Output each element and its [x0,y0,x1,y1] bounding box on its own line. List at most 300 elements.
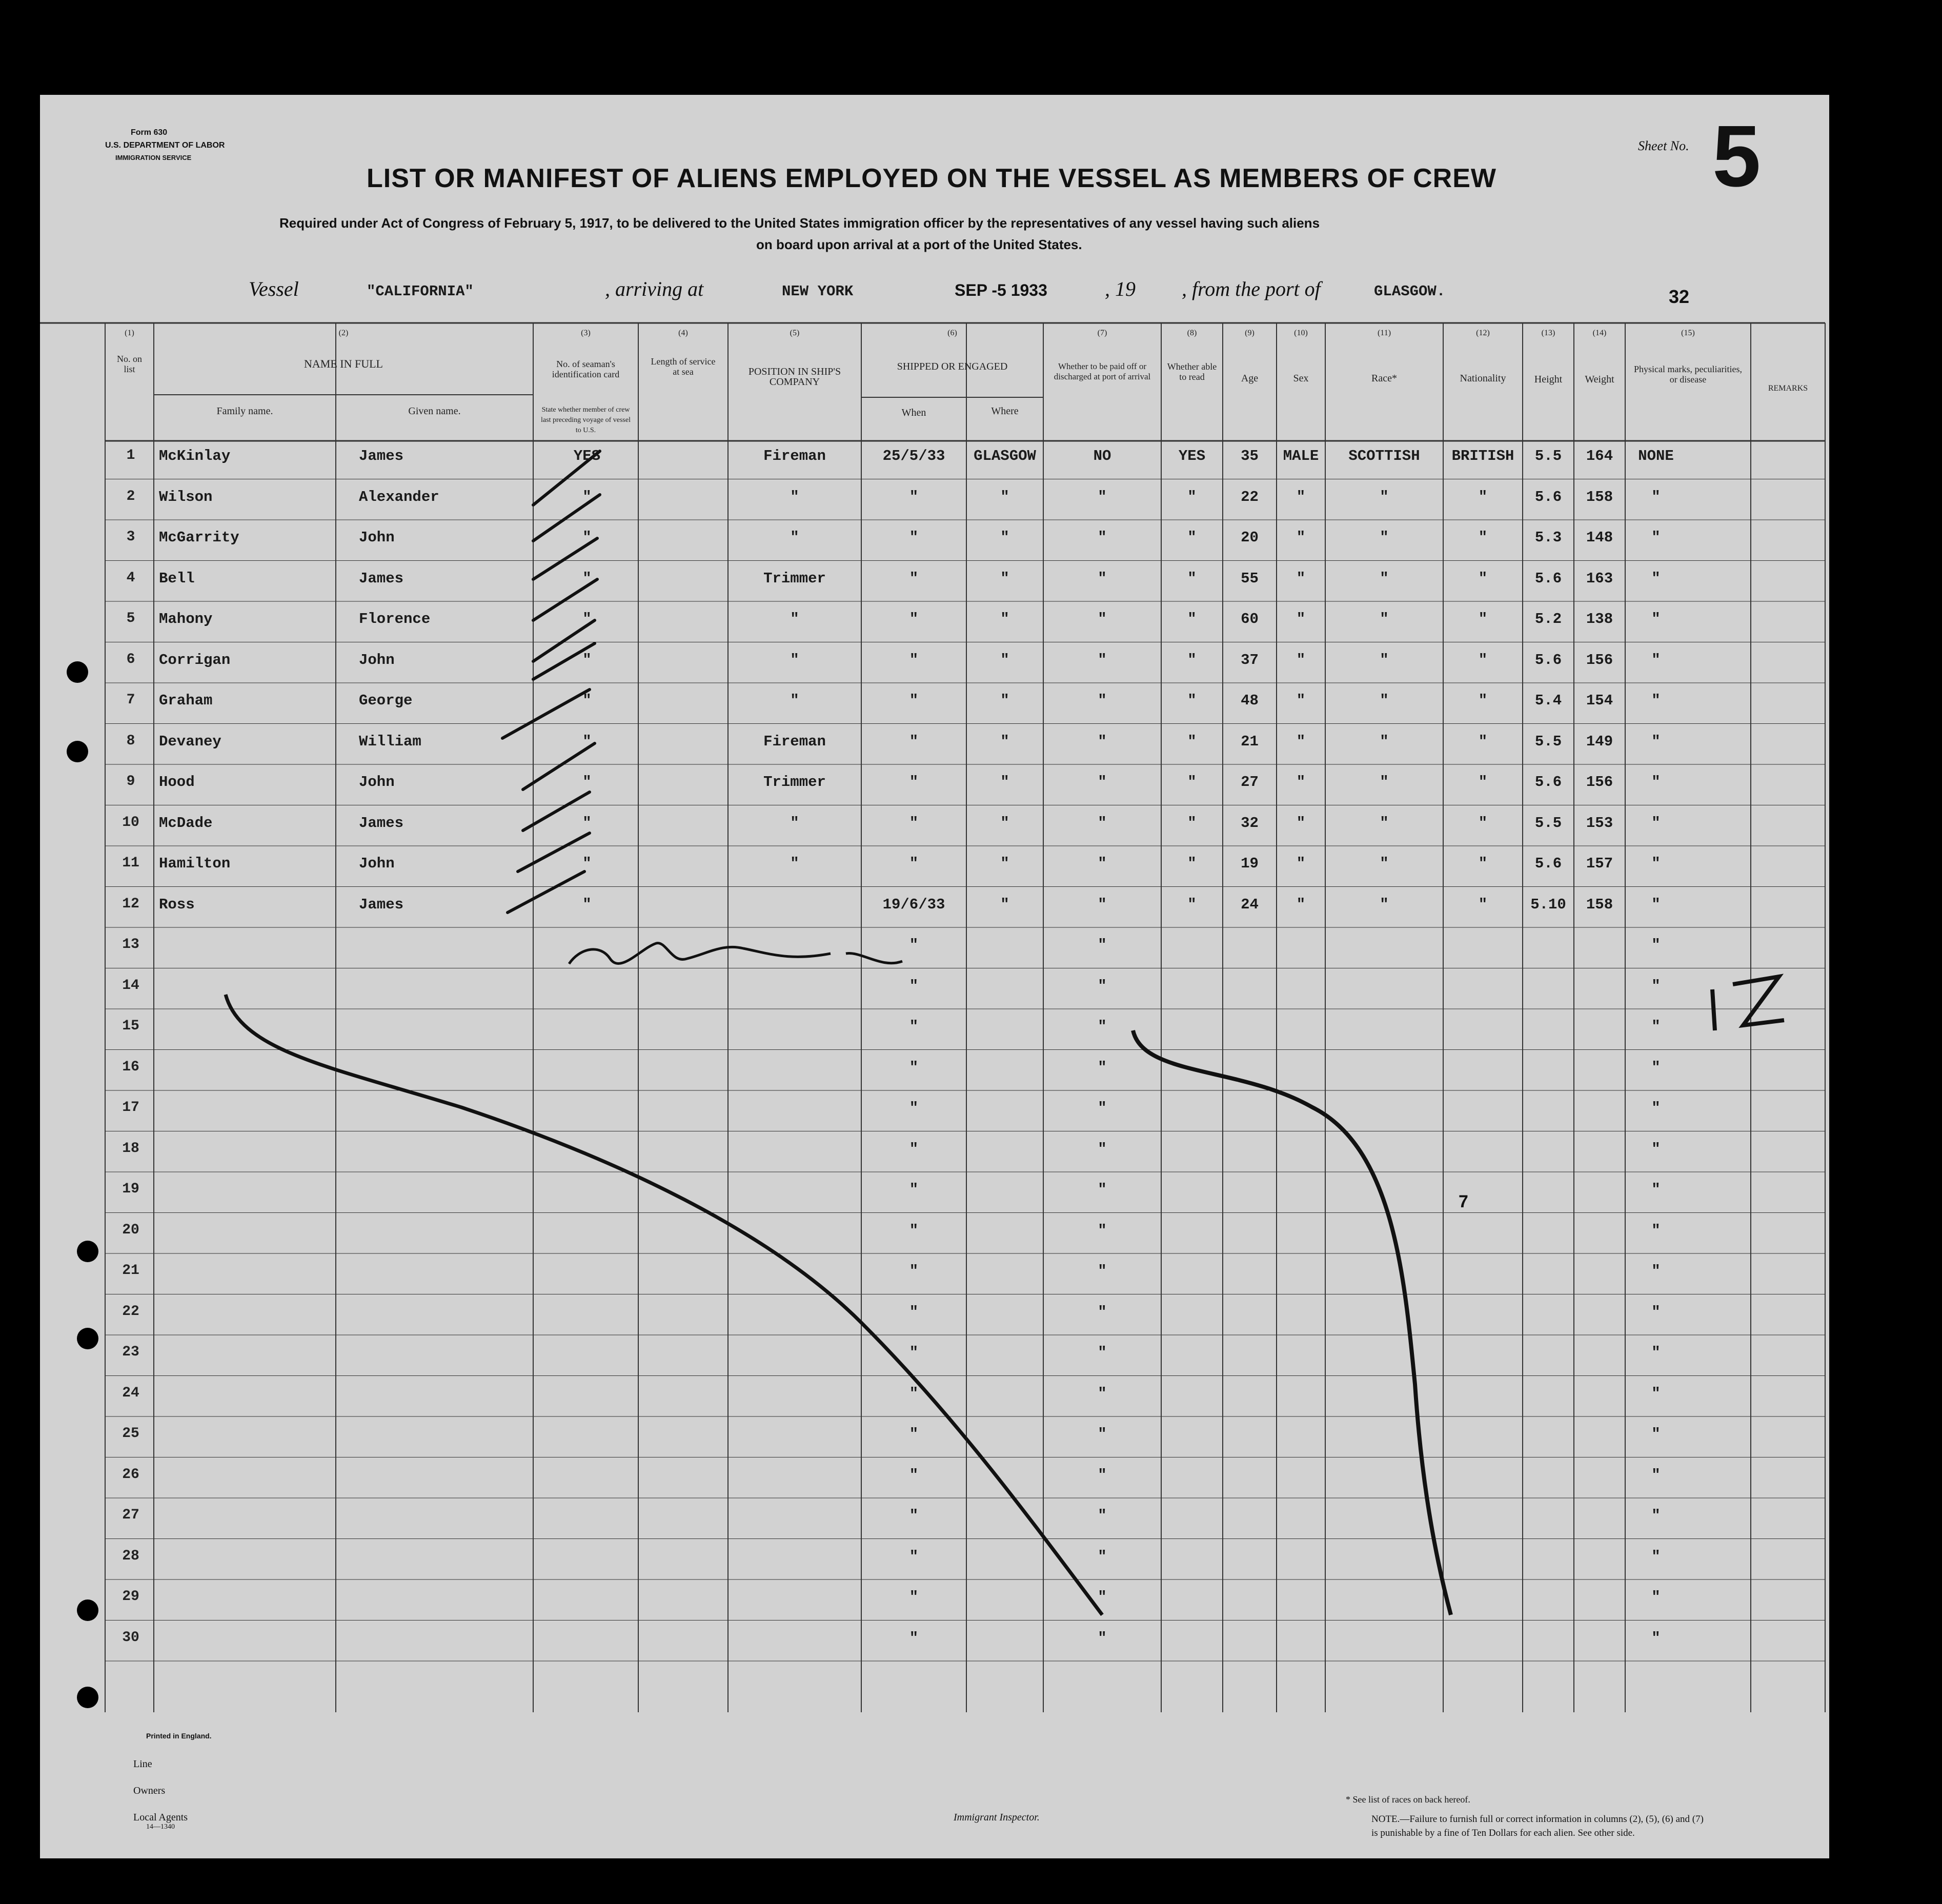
punch-hole [77,1328,98,1349]
shipped-when-ditto: " [909,1018,919,1035]
age-cell: 20 [1241,529,1259,546]
paid-off-ditto: " [1098,1059,1107,1076]
physical-marks-ditto: " [1651,1629,1661,1647]
race-cell: " [1380,855,1389,872]
position-cell: Trimmer [763,774,826,791]
age-cell: 48 [1241,692,1259,709]
sex-cell: " [1296,733,1306,750]
row-number: 17 [122,1100,139,1116]
given-name-cell: James [359,570,404,587]
col6-num: (6) [947,329,957,337]
shipped-when-ditto: " [909,977,919,995]
paid-off-cell: " [1098,814,1107,832]
family-name-cell: Graham [159,692,213,709]
given-name-cell: John [359,529,395,546]
physical-marks-ditto: " [1651,1589,1661,1606]
identification-card-cell: " [582,814,592,832]
identification-card-cell: " [582,611,592,627]
col14-num: (14) [1592,329,1607,337]
col9-label: Age [1241,373,1259,384]
nationality-cell: " [1478,488,1488,505]
nationality-cell: " [1478,855,1488,872]
paid-off-ditto: " [1098,937,1107,954]
identification-card-cell: " [582,529,592,546]
page-count: 32 [1669,286,1690,307]
physical-marks-cell: " [1651,774,1661,791]
identification-card-cell: " [582,896,592,913]
sex-cell: " [1296,814,1306,832]
shipped-where-cell: " [1000,733,1009,750]
row-number: 22 [122,1303,139,1320]
nationality-cell: " [1478,896,1488,913]
physical-marks-cell: " [1651,611,1661,627]
sex-cell: " [1296,855,1306,872]
col2-label: NAME IN FULL [304,357,383,370]
row-number: 15 [122,1018,139,1034]
position-cell: " [790,651,799,669]
stray-mark: 7 [1459,1192,1468,1211]
family-name-cell: McDade [159,814,213,832]
shipped-when-cell: 19/6/33 [882,896,945,913]
subtitle-line2: on board upon arrival at a port of the United States. [756,237,1082,252]
family-name-cell: Bell [159,570,195,587]
physical-marks-cell: " [1651,896,1661,913]
shipped-where-cell: " [1000,570,1009,587]
given-name-cell: John [359,774,395,791]
row-number: 11 [122,855,139,871]
agents-code: 14—1340 [146,1823,175,1831]
physical-marks-ditto: " [1651,1385,1661,1402]
shipped-when-ditto: " [909,1466,919,1484]
row-number: 3 [126,529,135,545]
given-name-cell: John [359,651,395,669]
position-cell: " [790,855,799,872]
col14-label: Weight [1585,374,1614,385]
physical-marks-ditto: " [1651,1222,1661,1239]
shipped-when-ditto: " [909,1629,919,1647]
age-cell: 21 [1241,733,1259,750]
row-number: 8 [126,733,135,749]
row-number: 20 [122,1222,139,1238]
weight-cell: 158 [1586,896,1613,913]
row-number: 24 [122,1385,139,1401]
able-to-read-cell: " [1187,774,1197,791]
weight-cell: 158 [1586,488,1613,505]
height-cell: 5.6 [1534,488,1562,505]
physical-marks-cell: " [1651,733,1661,750]
identification-card-cell: " [582,651,592,669]
shipped-when-ditto: " [909,1589,919,1606]
able-to-read-cell: " [1187,733,1197,750]
row-number: 25 [122,1426,139,1442]
nationality-cell: " [1478,611,1488,627]
race-cell: " [1380,651,1389,669]
row-number: 12 [122,896,139,912]
col11-num: (11) [1377,329,1391,337]
col13-num: (13) [1541,329,1555,337]
able-to-read-cell: " [1187,692,1197,709]
paid-off-cell: " [1098,855,1107,872]
family-name-cell: McGarrity [159,529,239,546]
shipped-when-cell: " [909,814,919,832]
col1-num: (1) [125,329,134,337]
race-cell: " [1380,896,1389,913]
paid-off-cell: " [1098,774,1107,791]
year-label: , 19 [1105,277,1136,300]
shipped-when-cell: " [909,692,919,709]
col5-label: POSITION IN SHIP'S COMPANY [748,366,841,388]
shipped-when-ditto: " [909,1385,919,1402]
shipped-when-ditto: " [909,1263,919,1280]
sex-cell: " [1296,570,1306,587]
paid-off-cell: " [1098,611,1107,627]
shipped-where-cell: GLASGOW [974,448,1036,464]
given-name-cell: James [359,448,404,464]
height-cell: 5.6 [1534,774,1562,791]
agents-label: Local Agents [133,1812,188,1823]
row-number: 18 [122,1140,139,1157]
col6-when-label: When [901,407,926,418]
col6-where-label: Where [991,406,1019,417]
physical-marks-ditto: " [1651,1548,1661,1565]
height-cell: 5.3 [1534,529,1562,546]
physical-marks-cell: " [1651,855,1661,872]
paid-off-ditto: " [1098,1222,1107,1239]
paid-off-cell: " [1098,733,1107,750]
position-cell: " [790,488,799,505]
sheet-number: 5 [1712,108,1761,205]
row-number: 5 [126,611,135,626]
physical-marks-ditto: " [1651,937,1661,954]
paid-off-ditto: " [1098,1629,1107,1647]
col10-label: Sex [1293,373,1309,384]
owners-label: Owners [133,1785,166,1796]
nationality-cell: BRITISH [1451,448,1514,464]
height-cell: 5.5 [1534,448,1562,464]
height-cell: 5.10 [1530,896,1566,913]
col3-note: State whether member of crew last preceding voyage of vessel to U.S. [541,406,631,434]
weight-cell: 156 [1586,651,1613,669]
col1-label: No. on list [117,354,142,374]
col7-label: Whether to be paid off or discharged at port of arrival [1054,361,1151,381]
race-cell: " [1380,488,1389,505]
family-name-cell: Ross [159,896,195,913]
service: IMMIGRATION SERVICE [115,154,192,161]
shipped-where-cell: " [1000,896,1009,913]
identification-card-cell: " [582,488,592,505]
physical-marks-cell: " [1651,651,1661,669]
family-name-cell: McKinlay [159,448,231,464]
races-note: * See list of races on back hereof. [1346,1794,1470,1805]
physical-marks-cell: NONE [1638,448,1674,464]
physical-marks-ditto: " [1651,1059,1661,1076]
able-to-read-cell: " [1187,570,1197,587]
shipped-where-cell: " [1000,488,1009,505]
paid-off-ditto: " [1098,1181,1107,1198]
vessel-label: Vessel [249,277,299,300]
paid-off-ditto: " [1098,1548,1107,1565]
col12-label: Nationality [1460,373,1506,384]
physical-marks-cell: " [1651,529,1661,546]
shipped-where-cell: " [1000,774,1009,791]
row-number: 26 [122,1466,139,1483]
paid-off-cell: " [1098,896,1107,913]
given-name-cell: John [359,855,395,872]
col8-label: Whether able to read [1167,361,1217,382]
physical-marks-ditto: " [1651,1018,1661,1035]
able-to-read-cell: " [1187,814,1197,832]
inspector-label: Immigrant Inspector. [954,1812,1040,1823]
given-name-cell: Alexander [359,488,439,505]
row-number: 29 [122,1589,139,1605]
row-number: 16 [122,1059,139,1075]
row-number: 23 [122,1344,139,1360]
paid-off-ditto: " [1098,977,1107,995]
shipped-where-cell: " [1000,692,1009,709]
shipped-where-cell: " [1000,611,1009,627]
position-cell: Trimmer [763,570,826,587]
arrival-port: NEW YORK [782,283,854,300]
shipped-when-ditto: " [909,1222,919,1239]
weight-cell: 153 [1586,814,1613,832]
paid-off-ditto: " [1098,1100,1107,1117]
identification-card-cell: " [582,570,592,587]
identification-card-cell: " [582,774,592,791]
row-number: 1 [126,448,135,463]
family-name-cell: Hamilton [159,855,231,872]
row-number: 4 [126,570,135,586]
shipped-when-cell: " [909,611,919,627]
position-cell: " [790,529,799,546]
sex-cell: " [1296,692,1306,709]
weight-cell: 163 [1586,570,1613,587]
shipped-when-cell: " [909,570,919,587]
position-cell: " [790,814,799,832]
sheet-label: Sheet No. [1638,138,1689,153]
shipped-where-cell: " [1000,814,1009,832]
able-to-read-cell: " [1187,488,1197,505]
nationality-cell: " [1478,651,1488,669]
col5-num: (5) [790,329,800,337]
physical-marks-ditto: " [1651,1507,1661,1524]
age-cell: 32 [1241,814,1259,832]
row-number: 7 [126,692,135,708]
physical-marks-cell: " [1651,814,1661,832]
sex-cell: " [1296,774,1306,791]
col10-num: (10) [1294,329,1308,337]
row-number: 14 [122,977,139,994]
paid-off-cell: NO [1093,448,1111,464]
shipped-when-ditto: " [909,937,919,954]
height-cell: 5.4 [1534,692,1562,709]
department: U.S. DEPARTMENT OF LABOR [105,141,225,150]
col2-given-label: Given name. [408,406,461,417]
paid-off-ditto: " [1098,1507,1107,1524]
age-cell: 19 [1241,855,1259,872]
race-cell: " [1380,529,1389,546]
subtitle-line1: Required under Act of Congress of February 5, 1917, to be delivered to the United States immigration officer by the representatives of any vessel having such aliens [279,215,1320,231]
shipped-when-cell: 25/5/33 [882,448,945,464]
punch-hole [67,661,88,683]
age-cell: 55 [1241,570,1259,587]
physical-marks-ditto: " [1651,977,1661,995]
line-label: Line [133,1758,152,1770]
shipped-when-ditto: " [909,1344,919,1361]
paid-off-ditto: " [1098,1589,1107,1606]
given-name-cell: James [359,814,404,832]
shipped-when-cell: " [909,651,919,669]
col3-label: No. of seaman's identification card [552,359,620,379]
able-to-read-cell: " [1187,651,1197,669]
given-name-cell: William [359,733,421,750]
row-number: 2 [126,488,135,504]
shipped-when-ditto: " [909,1548,919,1565]
shipped-when-cell: " [909,733,919,750]
able-to-read-cell: " [1187,529,1197,546]
col13-label: Height [1534,374,1563,385]
age-cell: 24 [1241,896,1259,913]
remarks-label: REMARKS [1768,384,1808,393]
race-cell: " [1380,692,1389,709]
physical-marks-ditto: " [1651,1263,1661,1280]
paid-off-ditto: " [1098,1303,1107,1321]
sex-cell: " [1296,529,1306,546]
paid-off-cell: " [1098,651,1107,669]
shipped-when-ditto: " [909,1426,919,1443]
row-number: 19 [122,1181,139,1197]
age-cell: 60 [1241,611,1259,627]
physical-marks-ditto: " [1651,1426,1661,1443]
sex-cell: MALE [1283,448,1319,464]
shipped-where-cell: " [1000,529,1009,546]
position-cell: " [790,611,799,627]
fine-note-line1: NOTE.—Failure to furnish full or correct information in columns (2), (5), (6) and (7) [1371,1814,1704,1825]
paid-off-ditto: " [1098,1018,1107,1035]
sex-cell: " [1296,896,1306,913]
paid-off-ditto: " [1098,1263,1107,1280]
sex-cell: " [1296,611,1306,627]
shipped-when-cell: " [909,488,919,505]
shipped-when-cell: " [909,774,919,791]
printed-note: Printed in England. [146,1732,212,1740]
weight-cell: 148 [1586,529,1613,546]
arriving-label: , arriving at [605,277,704,300]
position-cell: Fireman [763,448,826,464]
weight-cell: 156 [1586,774,1613,791]
sex-cell: " [1296,651,1306,669]
able-to-read-cell: " [1187,611,1197,627]
weight-cell: 149 [1586,733,1613,750]
from-port-label: , from the port of [1182,277,1321,300]
paid-off-ditto: " [1098,1426,1107,1443]
col15-num: (15) [1681,329,1695,337]
col7-num: (7) [1097,329,1107,337]
row-number: 28 [122,1548,139,1564]
col15-label: Physical marks, peculiarities, or disease [1634,364,1742,384]
weight-cell: 154 [1586,692,1613,709]
page-title: LIST OR MANIFEST OF ALIENS EMPLOYED ON THE VESSEL AS MEMBERS OF CREW [367,164,1496,193]
nationality-cell: " [1478,733,1488,750]
vessel-name: "CALIFORNIA" [367,283,474,300]
physical-marks-ditto: " [1651,1140,1661,1158]
sex-cell: " [1296,488,1306,505]
form-number: Form 630 [131,128,168,137]
position-cell: Fireman [763,733,826,750]
paid-off-ditto: " [1098,1140,1107,1158]
race-cell: SCOTTISH [1348,448,1420,464]
given-name-cell: Florence [359,611,431,627]
age-cell: 37 [1241,651,1259,669]
row-number: 13 [122,937,139,953]
height-cell: 5.6 [1534,855,1562,872]
nationality-cell: " [1478,570,1488,587]
row-number: 6 [126,651,135,667]
paid-off-cell: " [1098,488,1107,505]
physical-marks-ditto: " [1651,1181,1661,1198]
given-name-cell: James [359,896,404,913]
row-number: 9 [126,774,135,789]
family-name-cell: Wilson [159,488,213,505]
punch-hole [77,1241,98,1262]
shipped-when-ditto: " [909,1140,919,1158]
able-to-read-cell: YES [1178,448,1206,464]
physical-marks-ditto: " [1651,1303,1661,1321]
col2-family-label: Family name. [216,406,273,417]
row-number: 30 [122,1629,139,1646]
able-to-read-cell: " [1187,855,1197,872]
family-name-cell: Mahony [159,611,213,627]
family-name-cell: Devaney [159,733,221,750]
given-name-cell: George [359,692,413,709]
shipped-when-ditto: " [909,1303,919,1321]
physical-marks-ditto: " [1651,1344,1661,1361]
race-cell: " [1380,611,1389,627]
physical-marks-cell: " [1651,692,1661,709]
row-number: 10 [122,814,139,831]
weight-cell: 138 [1586,611,1613,627]
position-cell: " [790,692,799,709]
departure-port: GLASGOW. [1374,283,1446,300]
identification-card-cell: YES [573,448,601,464]
physical-marks-ditto: " [1651,1466,1661,1484]
height-cell: 5.6 [1534,651,1562,669]
col11-label: Race* [1371,373,1397,384]
col12-num: (12) [1476,329,1490,337]
punch-hole [67,741,88,762]
able-to-read-cell: " [1187,896,1197,913]
height-cell: 5.2 [1534,611,1562,627]
race-cell: " [1380,814,1389,832]
total-count [1707,974,1758,1033]
punch-hole [77,1599,98,1621]
col6-label: SHIPPED OR ENGAGED [897,361,1008,372]
col9-num: (9) [1245,329,1255,337]
age-cell: 35 [1241,448,1259,464]
shipped-where-cell: " [1000,651,1009,669]
family-name-cell: Hood [159,774,195,791]
paid-off-ditto: " [1098,1344,1107,1361]
shipped-when-ditto: " [909,1100,919,1117]
shipped-when-cell: " [909,855,919,872]
col4-label: Length of service at sea [651,356,716,377]
punch-hole [77,1687,98,1708]
paid-off-cell: " [1098,570,1107,587]
height-cell: 5.5 [1534,733,1562,750]
physical-marks-ditto: " [1651,1100,1661,1117]
identification-card-cell: " [582,855,592,872]
nationality-cell: " [1478,529,1488,546]
signature-text [579,943,742,969]
